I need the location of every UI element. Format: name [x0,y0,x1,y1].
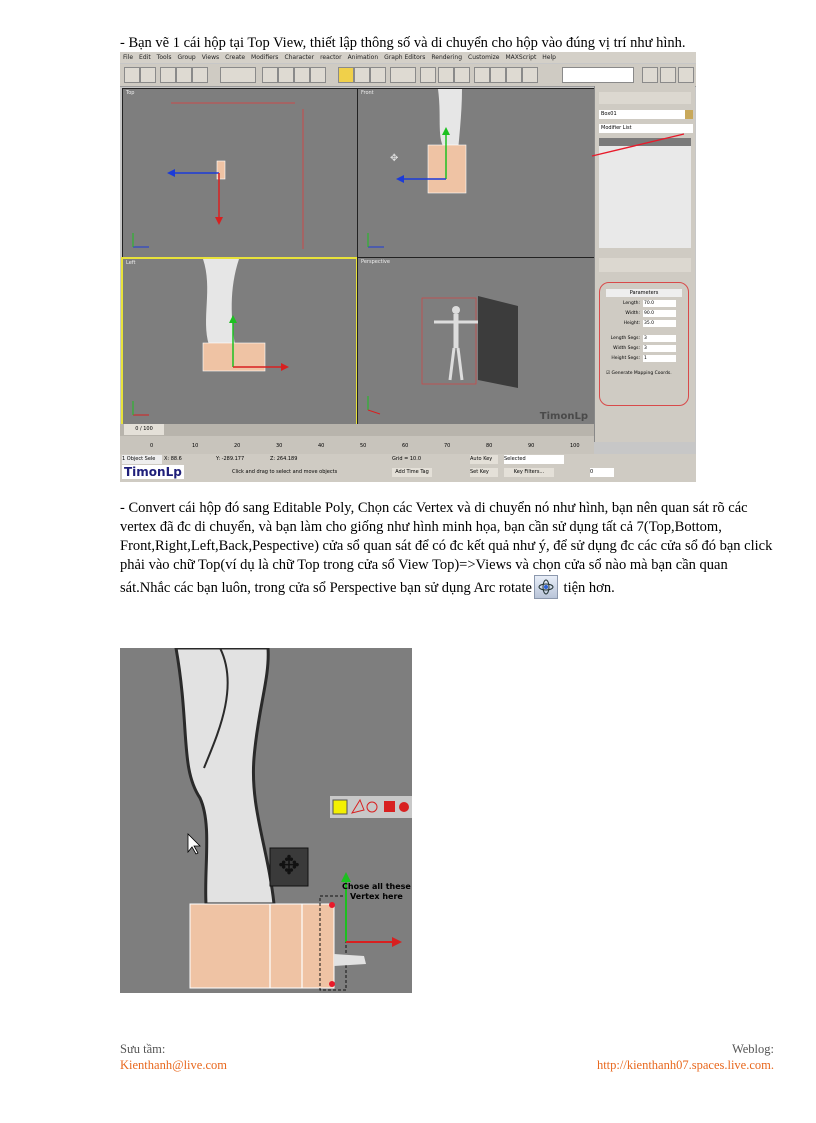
redo-icon[interactable] [140,67,156,83]
intro-paragraph [120,34,780,53]
timeline-tick-label: 70 [444,443,451,449]
menu-customize[interactable]: Customize [468,54,500,61]
key-filters-button[interactable]: Key Filters... [504,468,554,477]
front-view-drawing [358,89,594,257]
object-name-field[interactable]: Box01 [599,110,685,119]
parameter-label: Width: [625,311,640,316]
viewport-top[interactable] [122,88,358,258]
parameter-label: Width Segs: [613,346,640,351]
selection-status: 1 Object Sele [122,455,162,464]
vertex-screenshot [120,648,412,993]
parameter-row [606,354,682,363]
watermark-small: TimonLp [539,411,588,422]
z-field[interactable]: Z: 264.189 [270,456,298,462]
timeline-tick-label: 0 [150,443,154,449]
main-toolbar [120,64,696,87]
menu-create[interactable]: Create [225,54,246,61]
rotate-icon[interactable] [354,67,370,83]
y-field[interactable]: Y: -289.177 [216,456,245,462]
menu-edit[interactable]: Edit [139,54,151,61]
select-icon[interactable] [262,67,278,83]
unlink-icon[interactable] [176,67,192,83]
quick-render-icon[interactable] [660,67,676,83]
annotation-line-2: Vertex here [350,892,403,901]
viewport-front[interactable] [357,88,595,258]
menu-file[interactable]: File [123,54,134,61]
mapping-checkbox[interactable]: ☑ Generate Mapping Coords. [606,371,672,376]
annotation-arrow [580,122,696,172]
key-mode-dropdown[interactable]: Selected [504,455,564,464]
menu-group[interactable]: Group [177,54,196,61]
parameter-label: Height: [623,321,640,326]
menu-rendering[interactable]: Rendering [431,54,462,61]
timeline-tick-label: 20 [234,443,241,449]
vertex-annotation [342,882,411,902]
move-icon[interactable] [338,67,354,83]
parameter-row [606,309,682,318]
viewport-perspective[interactable] [357,257,595,425]
svg-text:✥: ✥ [278,851,300,881]
z-value: 264.189 [276,456,298,462]
render-setup-icon[interactable] [642,67,658,83]
parameter-row [606,299,682,308]
footer-right [597,1041,774,1073]
auto-key-button[interactable]: Auto Key [470,455,498,464]
grid-value: Grid = 10.0 [392,456,421,462]
watermark: TimonLp [124,465,182,479]
mapping-checkbox-label: Generate Mapping Coords. [611,371,672,376]
annotation-line-1: Chose all these [342,882,411,891]
parameter-value-field[interactable]: 3 [643,335,676,342]
timeline-tick-label: 100 [570,443,580,449]
svg-text:✥: ✥ [390,153,399,164]
render-last-icon[interactable] [678,67,694,83]
x-value: 88.6 [170,456,182,462]
parameter-row [606,319,682,328]
playback-controls[interactable] [570,455,630,464]
timeline-ruler[interactable] [150,436,590,454]
viewport-navigation-controls[interactable] [640,455,694,479]
material-editor-icon[interactable] [522,67,538,83]
modifier-list-dropdown[interactable]: Modifier List [599,124,693,133]
parameter-value-field[interactable]: 3 [643,345,676,352]
mirror-icon[interactable] [474,67,490,83]
arc-rotate-icon [534,575,558,599]
timeline-tick-label: 30 [276,443,283,449]
footer-weblog-label: Weblog: [731,1042,774,1056]
angle-snap-icon[interactable] [454,67,470,83]
parameter-value-field[interactable]: 35.0 [643,320,676,327]
parameters-title[interactable]: Parameters [606,289,682,297]
menu-character[interactable]: Character [284,54,315,61]
menu-tools[interactable]: Tools [156,54,172,61]
menu-graph-editors[interactable]: Graph Editors [384,54,426,61]
viewport-left[interactable] [121,257,358,427]
named-selection-field[interactable] [562,67,634,83]
reference-coord-dropdown[interactable] [390,67,416,83]
parameter-label: Length Segs: [610,336,640,341]
parameter-row [606,344,682,353]
undo-icon[interactable] [124,67,140,83]
window-crossing-icon[interactable] [310,67,326,83]
timeline [120,424,594,454]
menu-help[interactable]: Help [542,54,556,61]
timeline-tick-label: 10 [192,443,199,449]
footer-weblog-link[interactable]: http://kienthanh07.spaces.live.com. [596,1058,774,1072]
frame-counter[interactable]: 0 / 100 [124,424,164,435]
add-time-tag-button[interactable]: Add Time Tag [392,468,432,477]
footer-left [120,1041,227,1073]
time-slider[interactable] [120,424,594,436]
select-by-name-icon[interactable] [278,67,294,83]
scale-icon[interactable] [370,67,386,83]
menu-maxscript[interactable]: MAXScript [505,54,537,61]
set-key-button[interactable]: Set Key [470,468,498,477]
intro-text: - Bạn vẽ 1 cái hộp tại Top View, thiết lập thông số và di chuyển cho hộp vào đúng vị trí như hình. [120,35,686,51]
align-icon[interactable] [490,67,506,83]
menu-animation[interactable]: Animation [347,54,379,61]
status-bar [120,454,696,482]
instructions-paragraph [120,499,780,599]
instructions-text: - Convert cái hộp đó sang Editable Poly, Chọn các Vertex và di chuyển nó như hình, bạn nên quan sát rõ các vertex đã đc di chuyển, và bạn làm cho giống như hình minh họa, bạn cần sử dụng tất cả 7(Top,Bottom, Front,Right,Left,Back,Pespective) cửa sổ quan sát để có đc kết quả như ý, để sử dụng đc các cửa sổ đó bạn click phải vào chữ Top(ví dụ là chữ Top trong cửa sổ View Top)=>Views và chọn cửa sổ nào mà bạn cần quan sát.Nhắc các bạn luôn, trong cửa sổ Perspective bạn sử dụng Arc rotate [120,500,773,596]
parameter-value-field[interactable]: 70.0 [643,300,676,307]
viewport-top-label[interactable]: Top [126,90,135,96]
bind-icon[interactable] [192,67,208,83]
parameters-highlight [599,282,689,406]
y-value: -289.177 [221,456,245,462]
vertex-view-drawing [120,648,412,993]
menu-views[interactable]: Views [201,54,220,61]
menu-modifiers[interactable]: Modifiers [251,54,279,61]
perspective-drawing [358,258,594,424]
menu-bar [120,52,696,63]
parameter-label: Height Segs: [611,356,640,361]
viewport-left-label[interactable]: Left [126,260,136,266]
timeline-tick-label: 60 [402,443,409,449]
viewport-front-label[interactable]: Front [361,90,374,96]
parameter-value-field[interactable]: 1 [643,355,676,362]
timeline-tick-label: 80 [486,443,493,449]
pivot-icon[interactable] [420,67,436,83]
object-color-swatch[interactable] [685,110,693,119]
viewport-perspective-label[interactable]: Perspective [361,259,390,265]
rect-select-icon[interactable] [294,67,310,83]
instructions-end-text: tiện hơn. [559,580,615,596]
max-screenshot [120,52,696,482]
snap-icon[interactable] [438,67,454,83]
parameter-rows [600,299,688,363]
parameter-label: Length: [622,301,640,306]
prompt-line: Click and drag to select and move objects [232,469,338,475]
timeline-tick-label: 50 [360,443,367,449]
curve-editor-icon[interactable] [506,67,522,83]
parameter-value-field[interactable]: 90.0 [643,310,676,317]
timeline-tick-label: 40 [318,443,325,449]
stack-buttons[interactable] [599,258,691,272]
x-field[interactable]: X: 88.6 [164,456,182,462]
footer-source-label: Sưu tầm: [120,1042,166,1056]
panel-tabs[interactable] [599,92,691,104]
menu-reactor[interactable]: reactor [320,54,342,61]
selection-filter-dropdown[interactable] [220,67,256,83]
timeline-tick-label: 90 [528,443,535,449]
top-view-drawing [123,89,357,257]
left-view-drawing [123,259,356,425]
parameter-row [606,334,682,343]
footer-email[interactable]: Kienthanh@live.com [120,1058,227,1072]
current-frame-field[interactable]: 0 [590,468,614,477]
link-icon[interactable] [160,67,176,83]
